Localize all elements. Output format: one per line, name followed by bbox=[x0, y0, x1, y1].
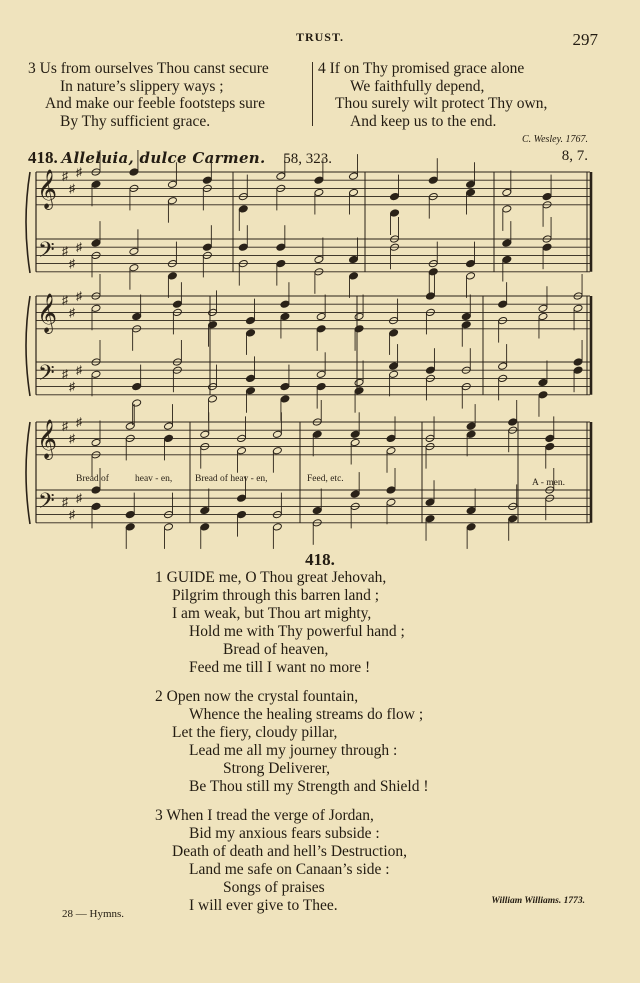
note-head bbox=[466, 523, 476, 531]
bass-clef-icon: 𝄢 bbox=[38, 238, 55, 267]
note-head bbox=[508, 515, 518, 523]
note-head bbox=[428, 268, 438, 276]
verse-line: 3 When I tread the verge of Jordan, bbox=[155, 807, 374, 824]
note-head bbox=[316, 370, 326, 378]
note-head bbox=[246, 329, 256, 337]
note-head bbox=[246, 374, 256, 382]
note-head bbox=[349, 188, 359, 196]
note-head bbox=[246, 387, 256, 395]
note-head bbox=[389, 329, 399, 337]
note-head bbox=[280, 382, 290, 390]
note-head bbox=[508, 418, 518, 426]
verse-line: Hold me with Thy powerful hand ; bbox=[189, 623, 405, 640]
lyric-text: heav - en, bbox=[135, 474, 173, 484]
note-head bbox=[390, 192, 400, 200]
note-head bbox=[461, 312, 471, 320]
verse-line: Whence the healing streams do flow ; bbox=[189, 706, 424, 723]
verse-line: Bid my anxious fears subside : bbox=[189, 825, 380, 842]
note-head bbox=[125, 510, 135, 518]
note-head bbox=[200, 506, 210, 514]
verse-line: Feed me till I want no more ! bbox=[189, 659, 371, 676]
note-head bbox=[350, 430, 360, 438]
note-head bbox=[316, 382, 326, 390]
verse-line: Lead me all my journey through : bbox=[189, 742, 398, 759]
hymn-text-number: 418. bbox=[305, 550, 335, 569]
note-head bbox=[272, 447, 282, 455]
note-head bbox=[573, 358, 583, 366]
sharp-icon: ♯ bbox=[69, 431, 75, 446]
note-head bbox=[91, 438, 101, 446]
signature-mark: 28 — Hymns. bbox=[62, 908, 125, 920]
sharp-icon: ♯ bbox=[62, 244, 68, 258]
note-head bbox=[545, 442, 555, 450]
note-heads bbox=[91, 150, 583, 549]
note-head bbox=[502, 205, 512, 213]
stanza-line: 3 Us from ourselves Thou canst secure bbox=[28, 60, 269, 77]
note-head bbox=[276, 243, 286, 251]
sharp-icon: ♯ bbox=[69, 379, 75, 394]
note-head bbox=[542, 243, 552, 251]
note-head bbox=[125, 422, 135, 430]
note-head bbox=[200, 430, 210, 438]
note-head bbox=[538, 391, 548, 399]
note-head bbox=[237, 494, 247, 502]
note-head bbox=[91, 304, 101, 312]
note-head bbox=[132, 399, 142, 407]
note-head bbox=[502, 188, 512, 196]
stanza-line: By Thy sufficient grace. bbox=[60, 112, 211, 130]
verse-line: Strong Deliverer, bbox=[223, 760, 330, 777]
note-head bbox=[498, 362, 508, 370]
note-head bbox=[354, 387, 364, 395]
note-head bbox=[502, 255, 512, 263]
note-head bbox=[276, 172, 286, 180]
verse-line: Bread of heaven, bbox=[223, 641, 329, 658]
note-head bbox=[389, 362, 399, 370]
stanza-line: And keep us to the end. bbox=[350, 112, 497, 130]
note-head bbox=[349, 272, 359, 280]
note-head bbox=[237, 447, 247, 455]
note-head bbox=[202, 243, 212, 251]
sharp-icon: ♯ bbox=[69, 305, 75, 320]
stanza-line: In nature’s slippery ways ; bbox=[60, 77, 224, 95]
note-head bbox=[91, 239, 101, 247]
verse-line: Be Thou still my Strength and Shield ! bbox=[189, 778, 429, 795]
note-head bbox=[238, 243, 248, 251]
note-head bbox=[466, 188, 476, 196]
sharp-icon: ♯ bbox=[69, 507, 75, 522]
author-attribution: C. Wesley. 1767. bbox=[521, 134, 588, 145]
note-head bbox=[172, 300, 182, 308]
lyric-text: Feed, etc. bbox=[307, 474, 344, 484]
system-brace bbox=[26, 172, 30, 273]
note-head bbox=[466, 272, 476, 280]
sharp-icon: ♯ bbox=[62, 495, 68, 509]
note-head bbox=[502, 239, 512, 247]
note-head bbox=[129, 247, 139, 255]
note-head bbox=[386, 498, 396, 506]
note-head bbox=[425, 498, 435, 506]
lyric-text: A - men. bbox=[532, 478, 565, 488]
sharp-icon: ♯ bbox=[69, 181, 75, 196]
note-head bbox=[272, 523, 282, 531]
note-head bbox=[538, 378, 548, 386]
system-brace bbox=[26, 296, 30, 396]
verse-line: Land me safe on Canaan’s side : bbox=[189, 861, 390, 878]
note-head bbox=[276, 259, 286, 267]
treble-clef-icon: 𝄞 bbox=[37, 295, 58, 332]
treble-clef-icon: 𝄞 bbox=[37, 171, 58, 208]
sharp-icon: ♯ bbox=[62, 293, 68, 307]
note-head bbox=[91, 180, 101, 188]
verse-line: I am weak, but Thou art mighty, bbox=[172, 605, 372, 622]
note-head bbox=[428, 176, 438, 184]
note-head bbox=[498, 300, 508, 308]
sharp-icon: ♯ bbox=[76, 288, 82, 303]
note-head bbox=[466, 422, 476, 430]
note-head bbox=[354, 325, 364, 333]
sharp-icon: ♯ bbox=[76, 239, 82, 254]
note-head bbox=[91, 502, 101, 510]
hymn-number: 418. bbox=[28, 148, 58, 167]
lyric-text: Bread of heav - en, bbox=[195, 474, 268, 484]
sharp-icon: ♯ bbox=[62, 419, 68, 433]
music-system bbox=[26, 415, 591, 524]
note-head bbox=[272, 430, 282, 438]
note-head bbox=[238, 205, 248, 213]
note-head bbox=[386, 434, 396, 442]
note-head bbox=[167, 180, 177, 188]
note-head bbox=[573, 304, 583, 312]
note-head bbox=[466, 180, 476, 188]
note-head bbox=[349, 255, 359, 263]
note-head bbox=[132, 382, 142, 390]
stanza-line: 4 If on Thy promised grace alone bbox=[318, 60, 525, 77]
note-head bbox=[354, 312, 364, 320]
stanza-line: We faithfully depend, bbox=[350, 77, 485, 95]
tune-name: Alleluia, dulce Carmen. bbox=[61, 149, 266, 167]
lyrics-under-staff bbox=[76, 473, 565, 488]
note-head bbox=[314, 176, 324, 184]
note-head bbox=[164, 434, 174, 442]
note-head bbox=[349, 172, 359, 180]
hymn-meter: 8, 7. bbox=[561, 148, 588, 164]
note-head bbox=[425, 366, 435, 374]
sharp-icon: ♯ bbox=[76, 490, 82, 505]
note-head bbox=[386, 447, 396, 455]
sharp-icon: ♯ bbox=[62, 169, 68, 183]
note-head bbox=[545, 434, 555, 442]
verse-2 bbox=[155, 688, 555, 796]
note-head bbox=[167, 272, 177, 280]
stanza-line: Thou surely wilt protect Thy own, bbox=[335, 95, 548, 112]
note-head bbox=[202, 176, 212, 184]
note-head bbox=[466, 506, 476, 514]
note-head bbox=[208, 395, 218, 403]
verse-line: Death of death and hell’s Destruction, bbox=[172, 843, 408, 860]
verse-line: I will ever give to Thee. bbox=[189, 897, 338, 914]
sharp-icon: ♯ bbox=[69, 256, 75, 271]
note-head bbox=[573, 366, 583, 374]
note-head bbox=[129, 168, 139, 176]
note-head bbox=[312, 506, 322, 514]
verse-line: 2 Open now the crystal fountain, bbox=[155, 688, 359, 705]
note-head bbox=[312, 430, 322, 438]
note-head bbox=[91, 486, 101, 494]
note-head bbox=[425, 292, 435, 300]
note-head bbox=[316, 312, 326, 320]
note-head bbox=[208, 321, 218, 329]
note-head bbox=[386, 486, 396, 494]
note-head bbox=[164, 422, 174, 430]
note-head bbox=[350, 438, 360, 446]
sharp-icon: ♯ bbox=[62, 367, 68, 381]
note-head bbox=[350, 490, 360, 498]
bass-clef-icon: 𝄢 bbox=[38, 489, 55, 518]
verse-1 bbox=[155, 569, 555, 677]
running-header: TRUST. bbox=[295, 30, 345, 44]
hymn-verses bbox=[155, 569, 555, 926]
note-head bbox=[129, 264, 139, 272]
note-head bbox=[542, 192, 552, 200]
note-head bbox=[425, 515, 435, 523]
note-head bbox=[314, 255, 324, 263]
note-head bbox=[354, 378, 364, 386]
verse-line: Let the fiery, cloudy pillar, bbox=[172, 724, 338, 741]
note-head bbox=[280, 300, 290, 308]
note-head bbox=[466, 430, 476, 438]
verse-line: Pilgrim through this barren land ; bbox=[172, 587, 380, 604]
verse-line: Songs of praises bbox=[223, 879, 325, 896]
note-head bbox=[316, 325, 326, 333]
note-head bbox=[461, 321, 471, 329]
sharp-icon: ♯ bbox=[76, 362, 82, 377]
note-head bbox=[389, 370, 399, 378]
note-head bbox=[132, 312, 142, 320]
note-head bbox=[125, 523, 135, 531]
note-head bbox=[200, 523, 210, 531]
note-head bbox=[466, 259, 476, 267]
note-head bbox=[280, 312, 290, 320]
note-head bbox=[280, 395, 290, 403]
lyric-text: Bread of bbox=[76, 474, 109, 484]
note-head bbox=[164, 523, 174, 531]
note-head bbox=[246, 316, 256, 324]
page-number: 297 bbox=[572, 30, 598, 49]
note-head bbox=[167, 197, 177, 205]
note-head bbox=[538, 304, 548, 312]
sharp-icon: ♯ bbox=[76, 164, 82, 179]
note-head bbox=[237, 510, 247, 518]
stanza-line: And make our feeble footsteps sure bbox=[45, 95, 265, 112]
bass-clef-icon: 𝄢 bbox=[38, 361, 55, 390]
tune-references: 58, 323. bbox=[283, 151, 333, 167]
system-brace bbox=[26, 422, 30, 524]
note-head bbox=[538, 312, 548, 320]
note-head bbox=[314, 188, 324, 196]
note-head bbox=[390, 209, 400, 217]
verse-line: 1 GUIDE me, O Thou great Jehovah, bbox=[155, 569, 387, 586]
sharp-icon: ♯ bbox=[76, 414, 82, 429]
author-attribution: William Williams. 1773. bbox=[491, 896, 585, 906]
treble-clef-icon: 𝄞 bbox=[37, 421, 58, 458]
note-head bbox=[91, 370, 101, 378]
